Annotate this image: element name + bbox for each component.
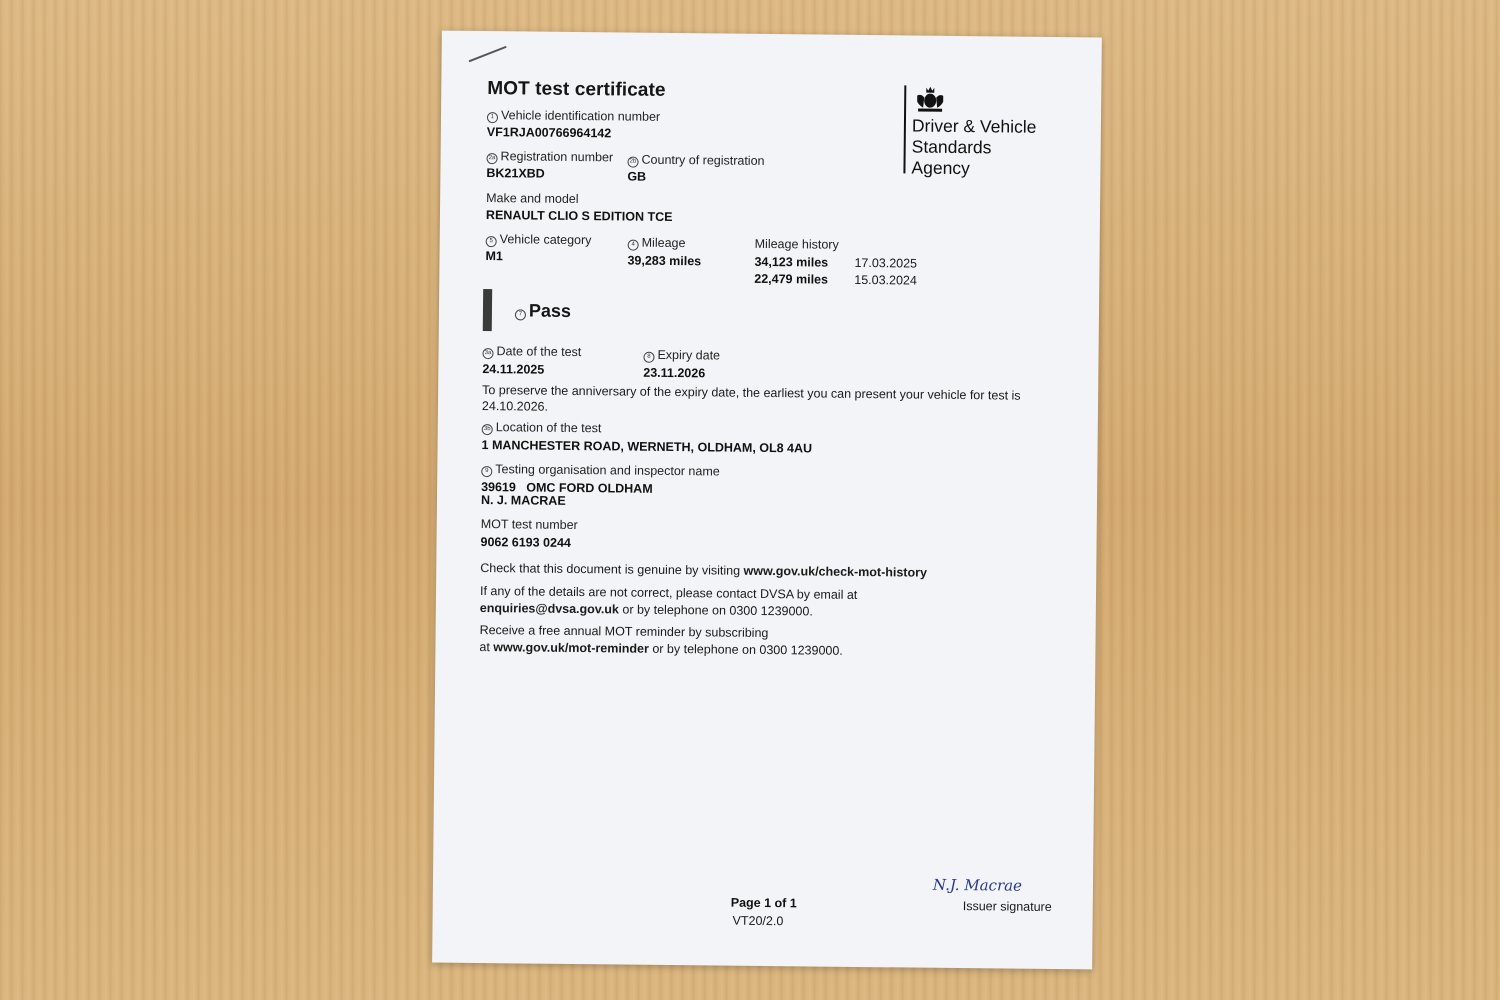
page-title: MOT test certificate [487,78,666,101]
test-number-value: 9062 6193 0244 [480,535,571,550]
agency-line-2: Standards [911,136,992,158]
staple [469,46,507,62]
test-number-label: MOT test number [480,517,578,533]
royal-crest-icon [913,86,947,114]
field-number: 5 [486,236,497,247]
field-number: 1 [487,112,498,123]
mileage-history-label: Mileage history [754,236,839,252]
field-number: 4 [628,240,639,251]
agency-line-1: Driver & Vehicle [911,115,1037,137]
agency-name [911,115,1036,179]
vin-label: 1 Vehicle identification number [487,108,660,125]
form-code: VT20/2.0 [732,913,784,929]
country-value: GB [627,169,647,184]
issuer-signature: N.J. Macrae [932,875,1023,895]
field-number: 3a [482,348,493,359]
registration-label: 2a Registration number [487,149,614,165]
reminder-line-2: at www.gov.uk/mot-reminder or by telephone on 0300 1239000. [479,639,843,658]
make-model-value: RENAULT CLIO S EDITION TCE [485,208,673,224]
test-result [515,300,571,322]
field-number: 9 [481,466,492,477]
contact-line-2: enquiries@dvsa.gov.uk or by telephone on 0300 1239000. [479,600,813,619]
mileage-label: 4 Mileage [628,236,686,252]
agency-divider [903,85,906,173]
test-date-value: 24.11.2025 [482,362,545,377]
expiry-date-value: 23.11.2026 [643,365,706,381]
country-label: 2b Country of registration [627,153,764,169]
vehicle-category-label: 5 Vehicle category [486,232,592,248]
result-bar [483,289,492,331]
mileage-history-date-2: 15.03.2024 [854,272,917,288]
result-pass-label: Pass [528,300,572,321]
inspector-name: N. J. MACRAE [480,493,566,508]
mileage-history-miles-2: 22,479 miles [754,271,829,287]
field-number: 3b [482,424,493,435]
vin-value: VF1RJA00766964142 [486,125,612,141]
registration-value: BK21XBD [486,166,545,181]
field-number: 2a [487,153,498,164]
mileage-value: 39,283 miles [627,253,702,269]
genuine-check-line: Check that this document is genuine by visiting www.gov.uk/check-mot-history [480,561,928,580]
issuer-signature-label: Issuer signature [962,899,1052,915]
field-number: 7 [515,309,526,320]
location-label: 3b Location of the test [482,420,602,436]
contact-email-link[interactable]: enquiries@dvsa.gov.uk [479,600,620,617]
location-value: 1 MANCHESTER ROAD, WERNETH, OLDHAM, OL8 4AU [481,438,813,456]
mot-certificate-sheet [432,31,1102,970]
organisation-line-1: 39619 OMC FORD OLDHAM [481,480,653,496]
field-number: 8 [643,352,654,363]
expiry-date-label: 8 Expiry date [643,348,720,364]
page-number: Page 1 of 1 [730,895,797,911]
organisation-label: 9 Testing organisation and inspector name [481,462,720,479]
vehicle-category-value: M1 [485,249,503,264]
test-date-label: 3a Date of the test [482,344,581,360]
field-number: 2b [627,157,638,168]
anniversary-note-line-2: 24.10.2026. [481,399,549,414]
reminder-line-1: Receive a free annual MOT reminder by subscribing [479,622,769,641]
mileage-history-miles-1: 34,123 miles [754,254,829,270]
mileage-history-date-1: 17.03.2025 [854,255,918,271]
make-model-label: Make and model [486,191,579,207]
agency-line-3: Agency [911,157,970,179]
anniversary-note-line-1: To preserve the anniversary of the expiry date, the earliest you can present your vehicle for test is [482,383,1021,403]
mot-reminder-link[interactable]: www.gov.uk/mot-reminder [493,640,649,656]
contact-line-1: If any of the details are not correct, please contact DVSA by email at [479,584,858,602]
check-mot-history-link[interactable]: www.gov.uk/check-mot-history [743,563,928,580]
